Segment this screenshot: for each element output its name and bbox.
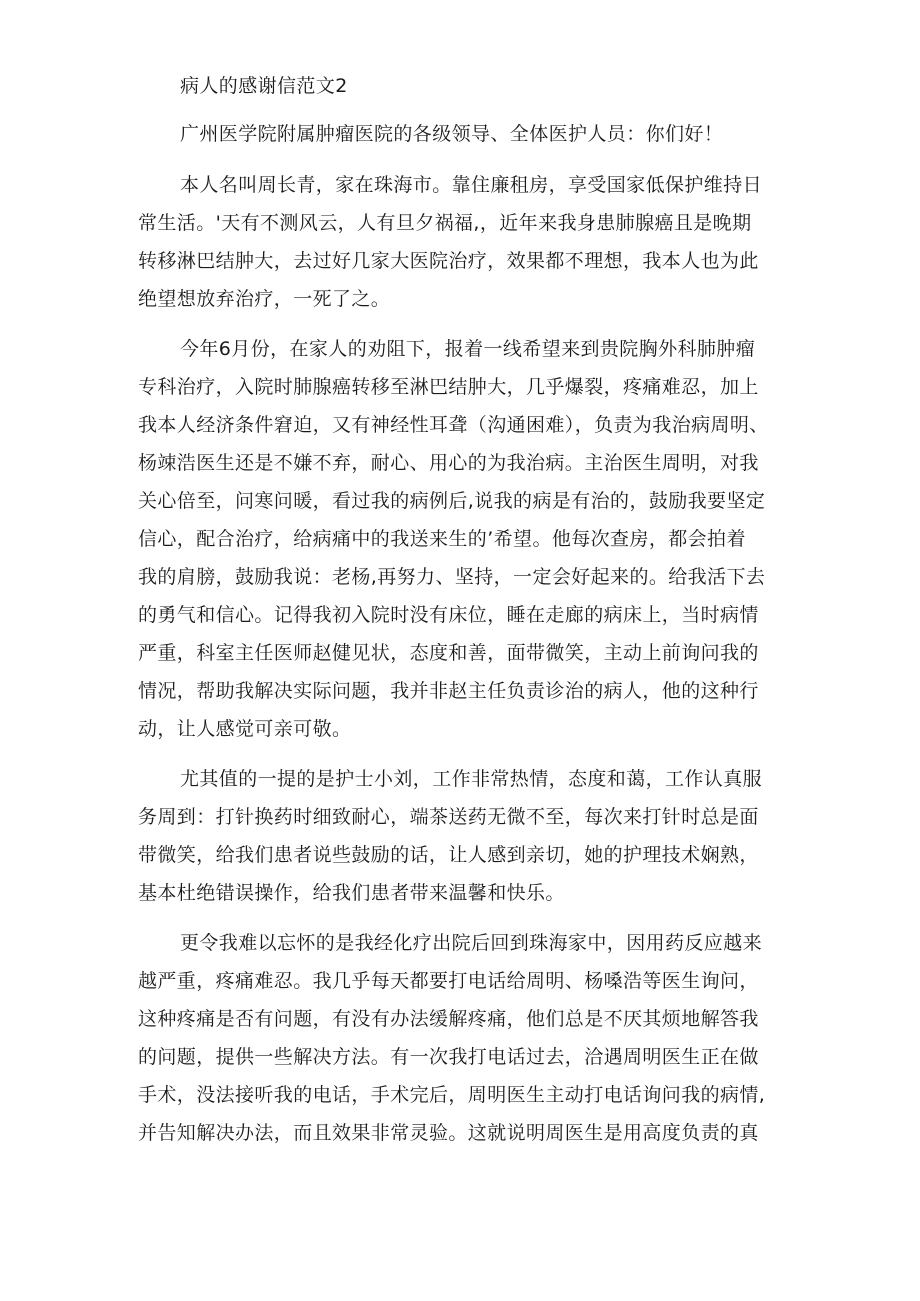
paragraph-line: 信心，配合治疗，给病痛中的我送来生的’希望。他每次查房，都会拍着 — [138, 528, 746, 550]
document-title: 病人的感谢信范文2 — [180, 75, 348, 97]
paragraph-line: 并告知解决办法，而且效果非常灵验。这就说明周医生是用高度负责的真 — [138, 1122, 759, 1144]
paragraph-line: 基本杜绝错误操作，给我们患者带来温馨和快乐。 — [138, 882, 565, 904]
paragraph-line: 手术，没法接听我的电话，手术完后，周明医生主动打电话询问我的病情, — [138, 1084, 766, 1106]
paragraph-line: 尤其值的一提的是护士小刘，工作非常热情，态度和蔼，工作认真服 — [180, 768, 763, 790]
paragraph-line: 杨竦浩医生还是不嫌不弃，耐心、用心的为我治病。主治医生周明，对我 — [138, 452, 759, 474]
paragraph-line: 严重，科室主任医师赵健见状，态度和善，面带微笑，主动上前询问我的 — [138, 642, 759, 664]
paragraph-line: 动，让人感觉可亲可敬。 — [138, 718, 352, 740]
paragraph-line: 的问题，提供一些解决方法。有一次我打电话过去，洽遇周明医生正在做 — [138, 1046, 759, 1068]
paragraph-line: 我的肩膀，鼓励我说：老杨,再努力、坚持，一定会好起来的。给我活下去 — [138, 566, 766, 588]
paragraph-line: 常生活。'天有不测风云，人有旦夕祸福,，近年来我身患肺腺癌且是晚期 — [138, 212, 752, 234]
paragraph-line: 越严重，疼痛难忍。我几乎每天都要打电话给周明、杨嗓浩等医生询问， — [138, 970, 759, 992]
paragraph-line: 专科治疗，入院时肺腺癌转移至淋巴结肿大，几乎爆裂，疼痛难忍，加上 — [138, 376, 759, 398]
paragraph-line: 关心倍至，问寒问暖，看过我的病例后,说我的病是有治的，鼓励我要坚定 — [138, 490, 766, 512]
paragraph-line: 这种疼痛是否有问题，有没有办法缓解疼痛，他们总是不厌其烦地解答我 — [138, 1008, 759, 1030]
paragraph-line: 务周到：打针换药时细致耐心，端茶送药无微不至，每次来打针时总是面 — [138, 806, 759, 828]
paragraph-line: 本人名叫周长青，家在珠海市。靠住廉租房，享受国家低保护维持日 — [180, 174, 763, 196]
paragraph-line: 更令我难以忘怀的是我经化疗出院后回到珠海家中，因用药反应越来 — [180, 932, 763, 954]
paragraph-line: 转移淋巴结肿大，去过好几家大医院治疗，效果都不理想，我本人也为此 — [138, 250, 759, 272]
paragraph-line: 的勇气和信心。记得我初入院时没有床位，睡在走廊的病床上，当时病情 — [138, 604, 759, 626]
paragraph-line: 带微笑，给我们患者说些鼓励的话，让人感到亲切，她的护理技术娴熟， — [138, 844, 759, 866]
paragraph-line: 情况，帮助我解决实际问题，我并非赵主任负责诊治的病人，他的这种行 — [138, 680, 759, 702]
paragraph-line: 今年6月份，在家人的劝阻下，报着一线希望来到贵院胸外科肺肿瘤 — [180, 338, 756, 360]
greeting: 广州医学院附属肿瘤医院的各级领导、全体医护人员：你们好！ — [180, 123, 724, 145]
paragraph-line: 绝望想放弃治疗，一死了之。 — [138, 288, 391, 310]
paragraph-line: 我本人经济条件窘迫，又有神经性耳聋（沟通困难），负责为我治病周明、 — [138, 414, 769, 436]
